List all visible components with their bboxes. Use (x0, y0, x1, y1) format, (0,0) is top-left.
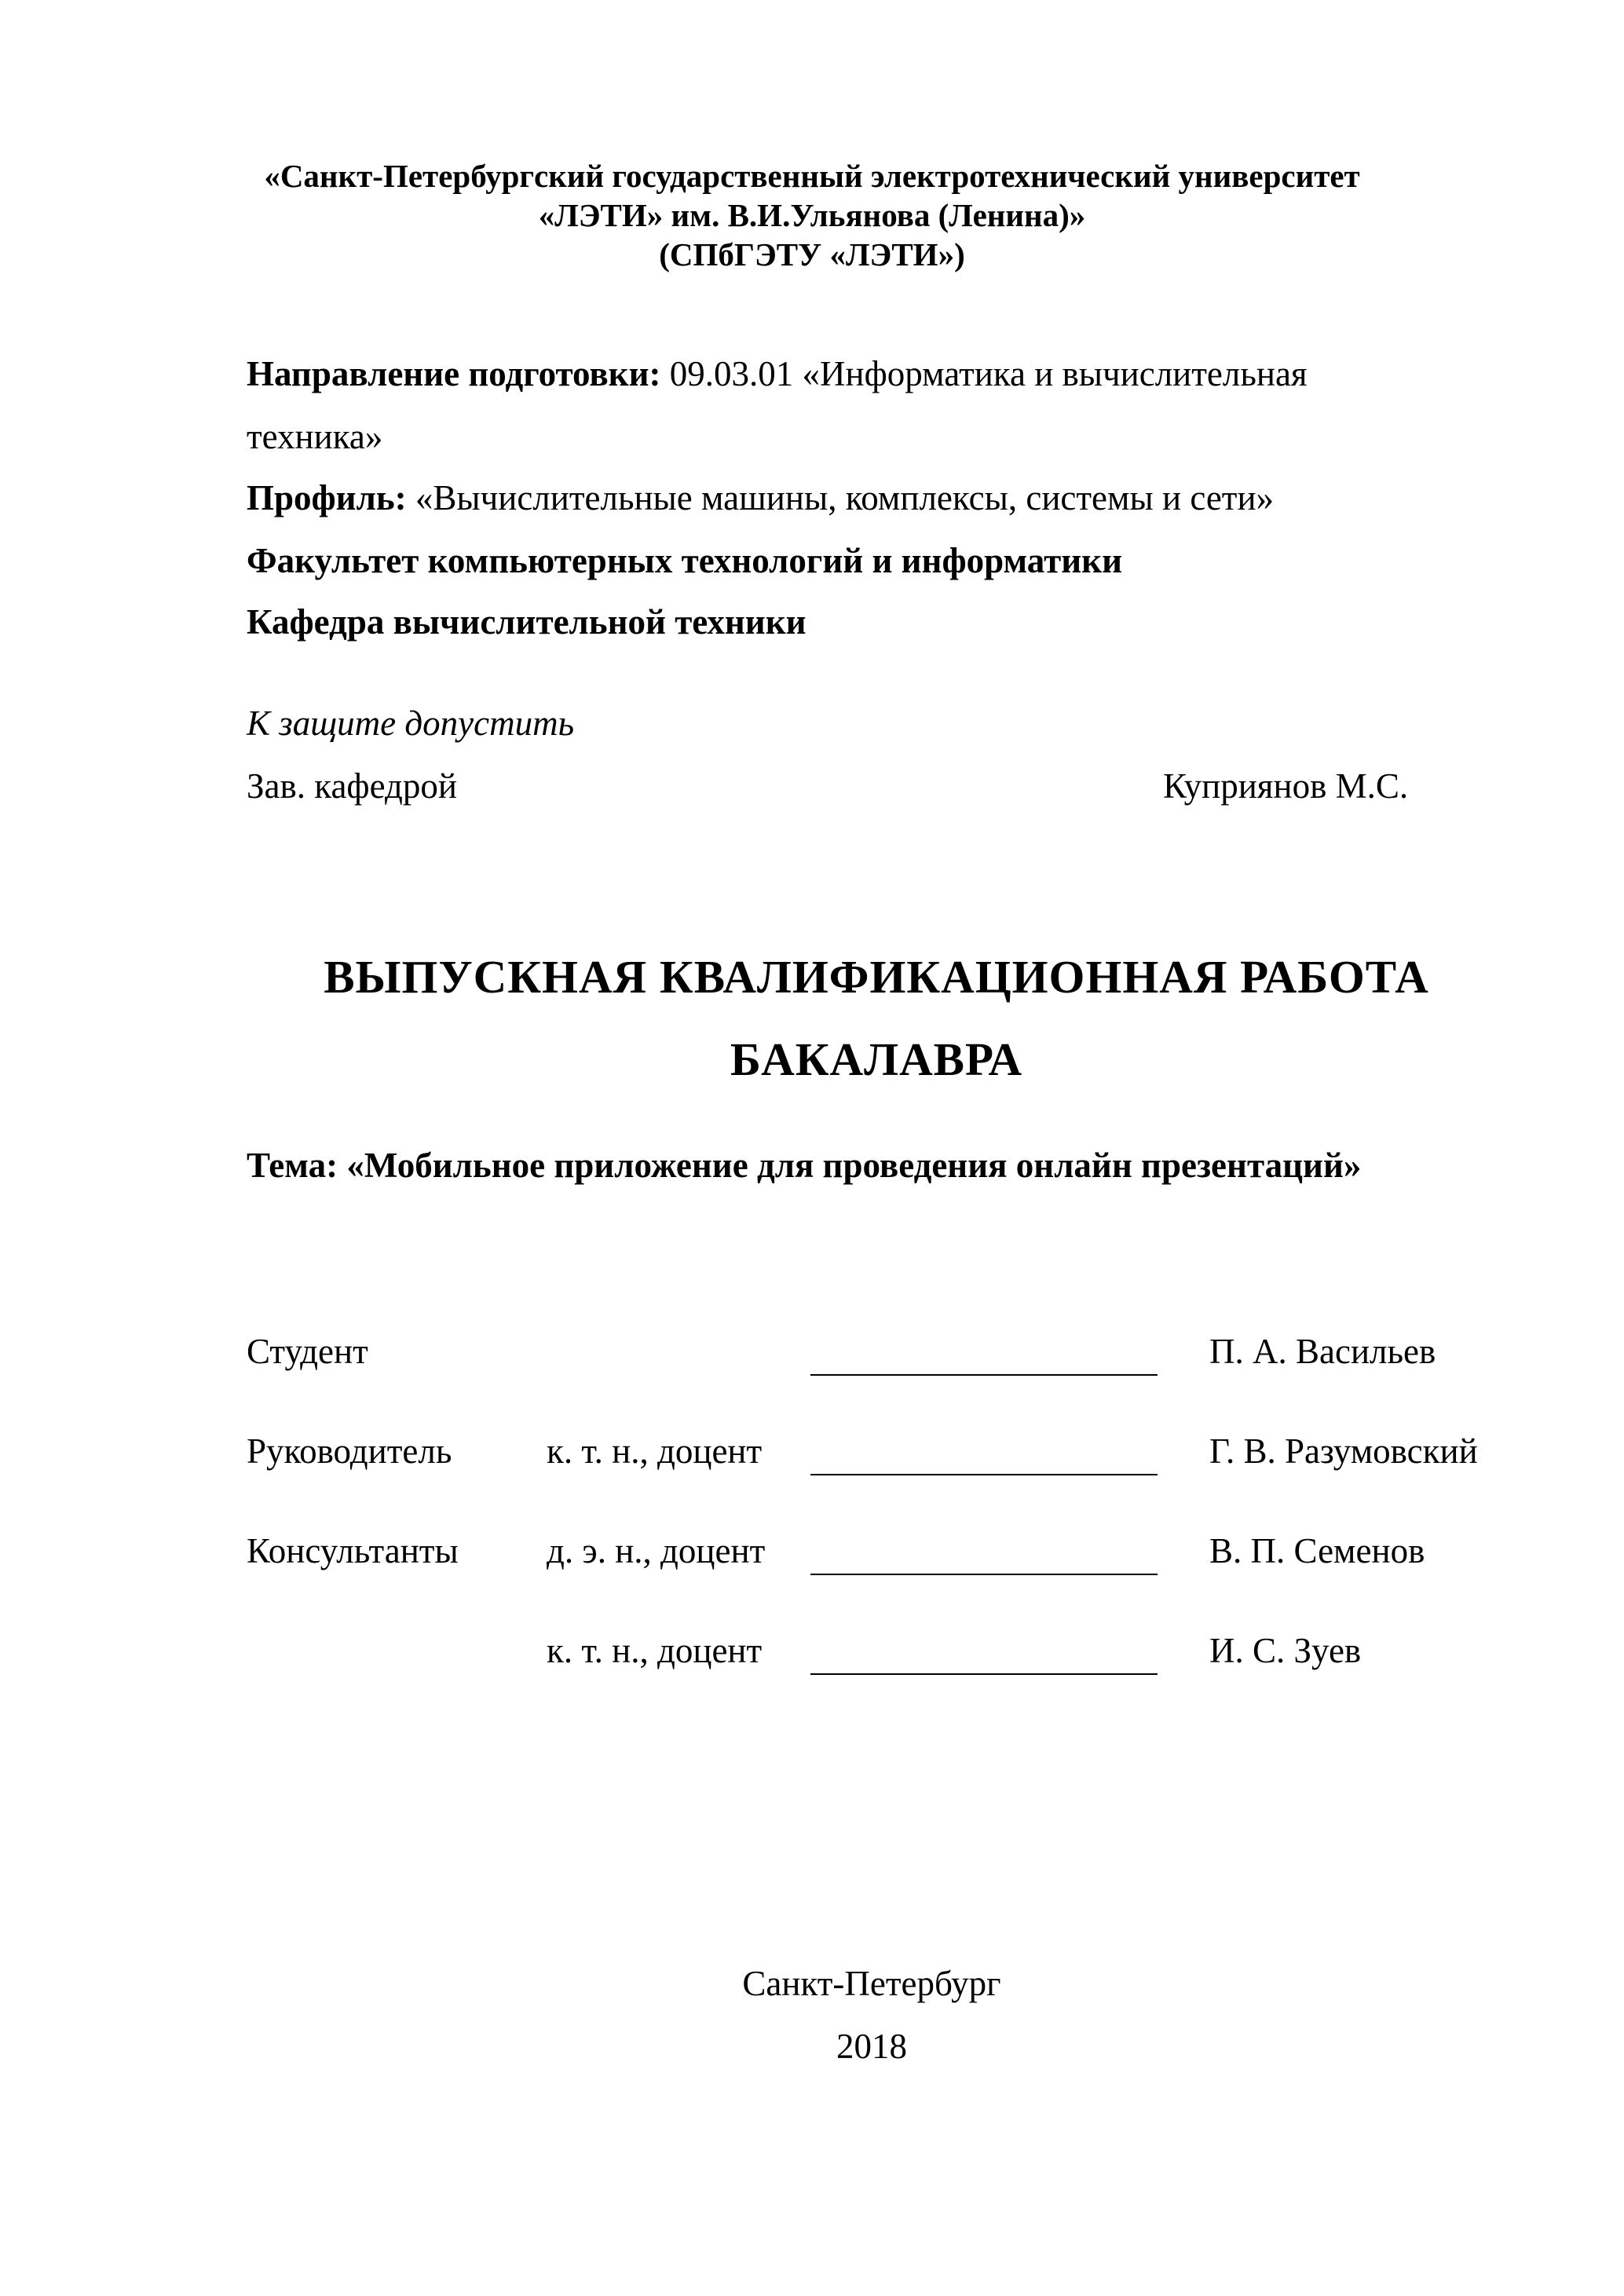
profile-field (247, 477, 1274, 518)
direction-field (247, 353, 1308, 394)
city: Санкт-Петербург (742, 1964, 1001, 2003)
signature-role: Студент (247, 1332, 368, 1371)
direction-label: Направление подготовки: (247, 354, 661, 393)
university-abbreviation: (СПбГЭТУ «ЛЭТИ») (659, 236, 965, 272)
signature-line[interactable] (810, 1474, 1158, 1475)
signature-line[interactable] (810, 1374, 1158, 1376)
signature-name: И. С. Зуев (1209, 1631, 1362, 1670)
profile-label: Профиль: (247, 478, 407, 517)
defense-approval-note: К защите допустить (247, 704, 575, 743)
department-name: Кафедра вычислительной техники (247, 602, 807, 642)
signature-line[interactable] (810, 1574, 1158, 1575)
faculty-name: Факультет компьютерных технологий и информатики (247, 541, 1123, 580)
thesis-topic: Тема: «Мобильное приложение для проведения онлайн презентаций» (247, 1146, 1362, 1185)
signature-role: Руководитель (247, 1431, 452, 1471)
profile-value: «Вычислительные машины, комплексы, системы и сети» (415, 478, 1275, 517)
signature-name: Г. В. Разумовский (1209, 1431, 1478, 1471)
signature-line[interactable] (810, 1673, 1158, 1675)
university-name-line-2: «ЛЭТИ» им. В.И.Ульянова (Ленина)» (538, 197, 1086, 233)
signature-degree: к. т. н., доцент (547, 1631, 763, 1670)
work-title-line-1: ВЫПУСКНАЯ КВАЛИФИКАЦИОННАЯ РАБОТА (324, 951, 1429, 1003)
signature-role: Консультанты (247, 1531, 459, 1570)
head-of-department-name: Куприянов М.С. (1163, 766, 1409, 806)
year: 2018 (836, 2027, 907, 2066)
university-name-line-1: «Санкт-Петербургский государственный электротехнический университет (264, 158, 1360, 194)
head-of-department-position: Зав. кафедрой (247, 766, 457, 806)
work-title-line-2: БАКАЛАВРА (730, 1033, 1023, 1085)
signature-name: В. П. Семенов (1209, 1531, 1425, 1570)
signature-name: П. А. Васильев (1209, 1332, 1436, 1371)
signature-degree: к. т. н., доцент (547, 1431, 763, 1471)
signature-degree: д. э. н., доцент (547, 1531, 766, 1570)
direction-value: 09.03.01 «Информатика и вычислительная (669, 354, 1308, 393)
direction-value-continued: техника» (247, 417, 383, 456)
